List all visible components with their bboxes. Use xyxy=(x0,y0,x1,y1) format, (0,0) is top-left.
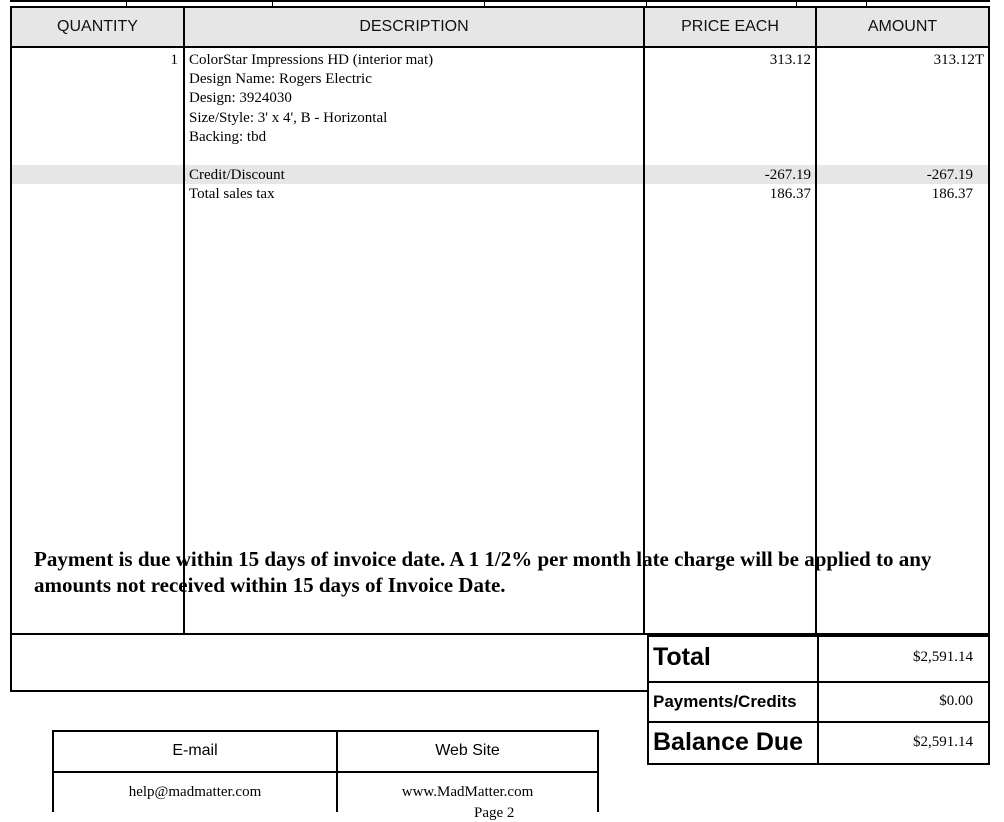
item-description-line: Design Name: Rogers Electric xyxy=(189,71,372,87)
total-label: Total xyxy=(653,643,711,671)
col-divider-2 xyxy=(643,6,645,634)
item-price-each: -267.19 xyxy=(764,167,811,183)
item-description-line: Size/Style: 3' x 4', B - Horizontal xyxy=(189,110,388,126)
item-amount: 186.37 xyxy=(931,186,973,202)
item-description-line: ColorStar Impressions HD (interior mat) xyxy=(189,52,434,68)
contact-header-sep xyxy=(52,771,599,773)
table-border-right xyxy=(988,6,990,634)
item-amount: -267.19 xyxy=(926,167,973,183)
item-description-line: Backing: tbd xyxy=(189,129,267,145)
email-link[interactable]: help@madmatter.com xyxy=(128,784,262,800)
table-border-left xyxy=(10,6,12,692)
item-price-each: 186.37 xyxy=(769,186,811,202)
header-description: DESCRIPTION xyxy=(359,18,469,35)
item-amount: 313.12T xyxy=(933,52,984,68)
payment-terms-notice: Payment is due within 15 days of invoice date. A 1 1/2% per month late charge will be applied to any amounts not received within 15 days of Invoice Date. xyxy=(34,547,932,597)
col-divider-1 xyxy=(183,6,185,634)
website-link[interactable]: www.MadMatter.com xyxy=(401,784,534,800)
total-value: $2,591.14 xyxy=(913,649,973,665)
totals-row-sep xyxy=(647,681,990,683)
payments-credits-label: Payments/Credits xyxy=(653,692,797,711)
col-divider-3 xyxy=(815,6,817,634)
header-amount: AMOUNT xyxy=(867,18,938,35)
item-description-line: Credit/Discount xyxy=(189,167,285,183)
website-header: Web Site xyxy=(435,742,500,759)
balance-due-value: $2,591.14 xyxy=(913,734,973,750)
header-price-each: PRICE EACH xyxy=(681,18,779,35)
totals-box-left xyxy=(647,635,649,765)
item-description-line: Total sales tax xyxy=(189,186,275,202)
totals-box-bottom xyxy=(647,763,990,765)
top-edge-line xyxy=(10,0,990,2)
item-description-line: Design: 3924030 xyxy=(189,90,292,106)
totals-row-sep xyxy=(647,721,990,723)
item-quantity: 1 xyxy=(170,52,178,68)
contact-box-top xyxy=(52,730,599,732)
payments-credits-value: $0.00 xyxy=(939,693,973,709)
header-bottom-border xyxy=(10,46,990,48)
balance-due-label: Balance Due xyxy=(653,728,804,756)
email-header: E-mail xyxy=(172,742,218,759)
totals-box-right xyxy=(988,635,990,765)
header-quantity: QUANTITY xyxy=(57,18,138,35)
footer-box-bottom xyxy=(10,690,648,692)
page-number: Page 2 xyxy=(474,805,515,821)
item-price-each: 313.12 xyxy=(769,52,811,68)
